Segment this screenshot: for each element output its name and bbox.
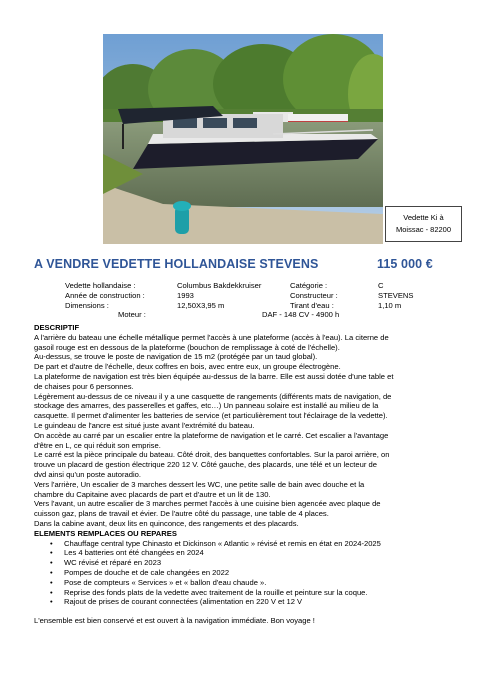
specs-row — [0, 301, 480, 311]
spec-value: STEVENS — [378, 290, 414, 300]
description-line: d'être en L, ce qui réduit son emprise. — [34, 440, 161, 450]
spec-value: 1,10 m — [378, 300, 402, 310]
description-heading: DESCRIPTIF — [34, 323, 80, 332]
description-line: chambre du Capitaine avec placards de part et d'autre et un lit de 130. — [34, 489, 271, 499]
description-line: Vers l'avant, un autre escalier de 3 marches permet l'accès à une cuisine bien agencée avec plaque de — [34, 499, 381, 509]
list-item: • Pompes de douche et de cale changées en 2022 — [64, 568, 454, 578]
price: 115 000 € — [377, 257, 433, 271]
page-title: A VENDRE VEDETTE HOLLANDAISE STEVENS — [34, 257, 319, 271]
list-item: • Rajout de prises de courant connectées (alimentation en 220 V et 12 V — [64, 597, 454, 607]
spec-label: Dimensions : — [65, 300, 109, 310]
spec-label: Tirant d'eau : — [290, 300, 334, 310]
specs-table — [0, 281, 480, 320]
elements-list — [34, 539, 454, 608]
description-line: On accède au carré par un escalier entre la plateforme de navigation et le carré. Cet escalier a l'avantage — [34, 430, 389, 440]
description-line: cuisson gaz, plans de travail et évier. De l'autre côté du passage, une table de 4 places. — [34, 509, 329, 519]
spec-value: 1993 — [177, 290, 194, 300]
description-line: Légèrement au-dessus de ce niveau il y a une casquette de rangements (différents mats de navigation, de — [34, 391, 392, 401]
description-line: trouve un placard de gestion électrique 220 12 V. Côté gauche, des placards, une télé et un lecteur de — [34, 460, 377, 470]
description-line: dvd ainsi qu'un poste autoradio. — [34, 469, 141, 479]
boat-photo-icon — [103, 34, 383, 244]
list-item: • Chauffage central type Chinasto et Dickinson « Atlantic » révisé et remis en état en 2024-2025 — [64, 539, 454, 549]
specs-row — [0, 291, 480, 301]
list-item: • WC révisé et réparé en 2023 — [64, 558, 454, 568]
description-body — [34, 323, 454, 626]
specs-row — [0, 281, 480, 291]
description-line: Dans la cabine avant, deux lits en quinconce, des rangements et des placards. — [34, 518, 299, 528]
list-item: • Les 4 batteries ont été changées en 2024 — [64, 548, 454, 558]
spec-value: Columbus Bakdekkruiser — [177, 281, 262, 290]
description-line: De part et d'autre de l'échelle, deux coffres en bois, avec entre eux, un groupe électrogène. — [34, 362, 341, 372]
caption-line-2: Moissac - 82200 — [395, 225, 452, 234]
description-line: Le guindeau de l'ancre est situé juste avant l'extrémité du bateau. — [34, 420, 255, 430]
spec-label: Année de construction : — [65, 290, 145, 300]
spec-value: C — [378, 281, 384, 290]
specs-row-moteur — [0, 310, 480, 320]
boat-photo — [103, 34, 383, 244]
description-line: de chaises pour 6 personnes. — [34, 381, 134, 391]
caption-line-1: Vedette Ki à — [403, 213, 444, 222]
headline — [34, 257, 454, 275]
description-line: gasoil rouge est en dessous de la plateforme (bouchon de remplissage à coté de l'échelle). — [34, 342, 340, 352]
closing-note: L'ensemble est bien conservé et est ouvert à la navigation immédiate. Bon voyage ! — [34, 616, 315, 626]
description-line: Au-dessus, se trouve le poste de navigation de 15 m2 (protégée par un taud global). — [34, 352, 318, 362]
spec-label: Vedette hollandaise : — [65, 281, 136, 290]
spec-label: Constructeur : — [290, 290, 338, 300]
spec-label: Catégorie : — [290, 281, 328, 290]
description-line: A l'arrière du bateau une échelle métallique permet l'accès à une plateforme (accès à l'eau). La citerne de — [34, 332, 389, 342]
spec-value: DAF - 148 CV - 4900 h — [262, 310, 340, 320]
description-line: casquette. Il permet d'alimenter les batteries de service (et particulièrement tout l'éclairage de la vedette). — [34, 411, 388, 421]
list-item: • Pose de compteurs « Services » et « ballon d'eau chaude ». — [64, 578, 454, 588]
description-line: La plateforme de navigation est très bien équipée au-dessus de la barre. Elle est aussi dotée d'une table et — [34, 371, 394, 381]
description-line: Vers l'arrière, Un escalier de 3 marches dessert les WC, une petite salle de bain avec douche et la — [34, 479, 365, 489]
list-item: • Reprise des fonds plats de la vedette avec traitement de la rouille et peinture sur la coque. — [64, 588, 454, 598]
photo-caption — [385, 206, 462, 242]
description-line: Le carré est la pièce principale du bateau. Côté droit, des banquettes confortables. Sur la paroi arrière, on — [34, 450, 390, 460]
description-line: stockage des amarres, des passerelles et gaffes, etc…) Un panneau solaire est installé au milieu de la — [34, 401, 379, 411]
spec-label: Moteur : — [118, 310, 146, 320]
description-text — [34, 333, 454, 529]
spec-value: 12,50X3,95 m — [177, 300, 225, 310]
elements-heading: ELEMENTS REMPLACES OU REPARES — [34, 528, 177, 538]
